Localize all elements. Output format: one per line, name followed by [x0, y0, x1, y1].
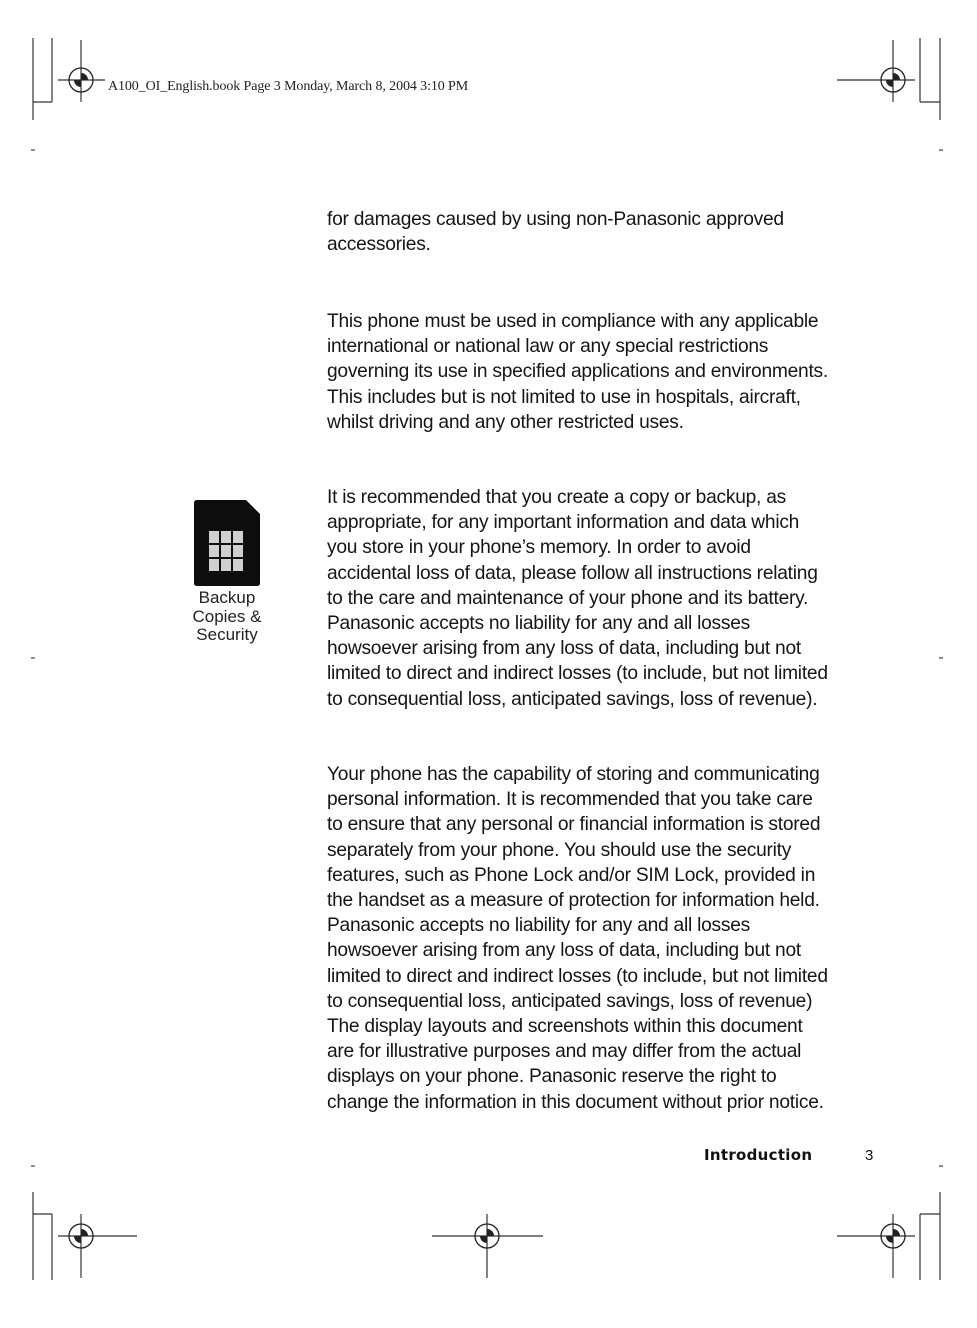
- paragraph-line: accessories.: [327, 234, 431, 256]
- paragraph-line: displays on your phone. Panasonic reserve the right to: [327, 1066, 777, 1088]
- paragraph-line: you store in your phone’s memory. In order to avoid: [327, 537, 751, 559]
- page-number: 3: [865, 1147, 874, 1164]
- sim-card-icon: [194, 500, 260, 586]
- paragraph-backup: [327, 485, 887, 712]
- paragraph-line: for damages caused by using non-Panasonic approved: [327, 209, 784, 230]
- paragraph-line: The display layouts and screenshots within this document: [327, 1016, 803, 1038]
- paragraph-line: features, such as Phone Lock and/or SIM Lock, provided in: [327, 864, 816, 886]
- paragraph-compliance: [327, 309, 887, 435]
- paragraph-line: separately from your phone. You should use the security: [327, 839, 792, 861]
- paragraph-line: to consequential loss, anticipated savings, loss of revenue): [327, 990, 813, 1012]
- sidebar-label-line: Copies &: [192, 606, 262, 626]
- paragraph-line: limited to direct and indirect losses (to include, but not limited: [327, 965, 828, 987]
- sidebar-label-line: Backup: [198, 588, 256, 607]
- paragraph-line: appropriate, for any important information and data which: [327, 512, 800, 534]
- paragraph-line: are for illustrative purposes and may differ from the actual: [327, 1041, 802, 1063]
- paragraph-line: the handset as a measure of protection for information held.: [327, 890, 820, 912]
- paragraph-line: howsoever arising from any loss of data, including but not: [327, 638, 801, 660]
- paragraph-line: Panasonic accepts no liability for any and all losses: [327, 915, 750, 937]
- paragraph-line: This includes but is not limited to use in hospitals, aircraft,: [327, 386, 801, 408]
- paragraph-line: howsoever arising from any loss of data, including but not: [327, 940, 801, 962]
- paragraph-line: limited to direct and indirect losses (to include, but not limited: [327, 663, 828, 685]
- paragraph-line: Your phone has the capability of storing and communicating: [327, 764, 820, 785]
- sidebar-note: [180, 500, 274, 645]
- paragraph-line: to the care and maintenance of your phone and its battery.: [327, 587, 809, 609]
- paragraph-line: whilst driving and any other restricted uses.: [327, 411, 684, 433]
- print-header: A100_OI_English.book Page 3 Monday, March 8, 2004 3:10 PM: [108, 79, 469, 94]
- paragraph-line: international or national law or any special restrictions: [327, 336, 769, 358]
- paragraph-line: accidental loss of data, please follow all instructions relating: [327, 562, 818, 584]
- footer-section-title: Introduction: [704, 1146, 813, 1164]
- paragraph-line: personal information. It is recommended that you take care: [327, 789, 813, 811]
- paragraph-security: [327, 762, 887, 1115]
- paragraph-line: This phone must be used in compliance with any applicable: [327, 311, 819, 332]
- paragraph-line: governing its use in specified applications and environments.: [327, 361, 828, 383]
- paragraph-accessories: [327, 207, 887, 257]
- sidebar-label-line: Security: [196, 625, 258, 644]
- sidebar-label: [180, 589, 274, 645]
- paragraph-line: It is recommended that you create a copy or backup, as: [327, 487, 786, 508]
- paragraph-line: to ensure that any personal or financial information is stored: [327, 814, 821, 836]
- paragraph-line: change the information in this document without prior notice.: [327, 1091, 824, 1113]
- paragraph-line: Panasonic accepts no liability for any and all losses: [327, 613, 750, 635]
- paragraph-line: to consequential loss, anticipated savings, loss of revenue).: [327, 688, 818, 710]
